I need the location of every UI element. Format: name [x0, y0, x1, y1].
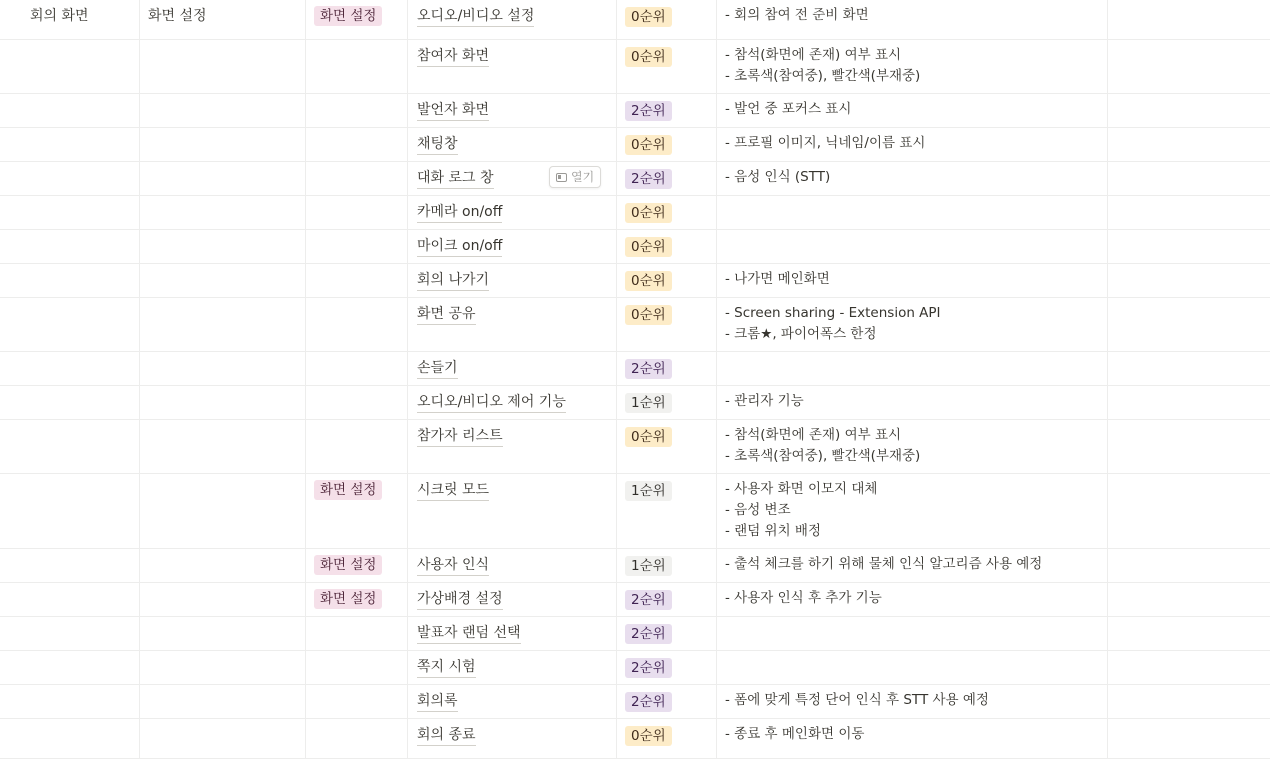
description-line: - 랜덤 위치 배정	[725, 523, 821, 539]
sub-category-cell[interactable]	[140, 40, 306, 93]
priority-badge: 2순위	[625, 658, 672, 678]
feature-title-link[interactable]: 대화 로그 창	[417, 168, 494, 189]
priority-badge: 1순위	[625, 481, 672, 501]
priority-cell[interactable]	[617, 230, 717, 263]
feature-title-link[interactable]: 카메라 on/off	[417, 202, 502, 223]
priority-cell[interactable]	[617, 162, 717, 195]
feature-title-cell[interactable]	[408, 420, 617, 473]
feature-title-cell[interactable]	[408, 128, 617, 161]
feature-title-cell[interactable]	[408, 352, 617, 385]
major-category-cell[interactable]	[0, 549, 140, 582]
description-text	[725, 554, 1042, 575]
extra-cell[interactable]	[1108, 128, 1270, 161]
sub-category-cell[interactable]	[140, 94, 306, 127]
feature-title-cell[interactable]	[408, 386, 617, 419]
feature-title-cell[interactable]	[408, 0, 617, 39]
screen-tag-cell[interactable]	[306, 685, 408, 718]
feature-title-cell[interactable]	[408, 719, 617, 758]
sub-category-cell[interactable]	[140, 474, 306, 548]
priority-badge: 0순위	[625, 726, 672, 746]
feature-title-link[interactable]: 손들기	[417, 358, 458, 379]
extra-cell[interactable]	[1108, 352, 1270, 385]
table-row	[0, 549, 1270, 583]
priority-badge: 0순위	[625, 7, 672, 27]
priority-cell[interactable]	[617, 352, 717, 385]
description-line: - 종료 후 메인화면 이동	[725, 726, 865, 742]
sub-category-text: 화면 설정	[148, 8, 207, 24]
description-text	[725, 269, 830, 290]
feature-title-link[interactable]: 회의 종료	[417, 725, 476, 746]
feature-title-cell[interactable]	[408, 264, 617, 297]
extra-cell[interactable]	[1108, 162, 1270, 195]
extra-cell[interactable]	[1108, 40, 1270, 93]
description-line: - 음성 변조	[725, 502, 791, 518]
table-row	[0, 0, 1270, 40]
extra-cell[interactable]	[1108, 94, 1270, 127]
priority-cell[interactable]	[617, 617, 717, 650]
feature-title-cell[interactable]	[408, 583, 617, 616]
screen-setting-tag: 화면 설정	[314, 480, 382, 500]
table-row	[0, 719, 1270, 759]
major-category-cell[interactable]	[0, 0, 140, 39]
sub-category-cell[interactable]	[140, 196, 306, 229]
major-category-text: 회의 화면	[30, 8, 89, 24]
table-row	[0, 162, 1270, 196]
major-category-cell[interactable]	[0, 583, 140, 616]
feature-title-cell[interactable]	[408, 196, 617, 229]
description-line: - 음성 인식 (STT)	[725, 169, 831, 185]
priority-badge: 0순위	[625, 271, 672, 291]
sub-category-cell[interactable]	[140, 162, 306, 195]
description-line: - 나가면 메인화면	[725, 271, 830, 287]
table-row	[0, 651, 1270, 685]
description-cell[interactable]	[717, 0, 1108, 39]
priority-cell[interactable]	[617, 719, 717, 758]
table-row	[0, 474, 1270, 549]
description-text	[725, 303, 941, 345]
screen-tag-cell[interactable]	[306, 386, 408, 419]
description-line: - 크롬★, 파이어폭스 한정	[725, 326, 877, 342]
description-text	[725, 99, 851, 120]
sub-category-cell[interactable]	[140, 617, 306, 650]
feature-title-link[interactable]: 회의록	[417, 691, 458, 712]
screen-tag-cell[interactable]	[306, 651, 408, 684]
major-category-cell[interactable]	[0, 40, 140, 93]
description-cell[interactable]	[717, 719, 1108, 758]
priority-badge: 0순위	[625, 135, 672, 155]
priority-cell[interactable]	[617, 0, 717, 39]
screen-tag-cell[interactable]	[306, 94, 408, 127]
priority-cell[interactable]	[617, 685, 717, 718]
priority-badge: 0순위	[625, 203, 672, 223]
priority-cell[interactable]	[617, 386, 717, 419]
description-cell[interactable]	[717, 298, 1108, 351]
feature-title-link[interactable]: 가상배경 설정	[417, 589, 503, 610]
feature-title-cell[interactable]	[408, 549, 617, 582]
sub-category-cell[interactable]	[140, 719, 306, 758]
feature-title-link[interactable]: 참가자 리스트	[417, 426, 503, 447]
description-cell[interactable]	[717, 386, 1108, 419]
extra-cell[interactable]	[1108, 0, 1270, 39]
feature-title-cell[interactable]	[408, 40, 617, 93]
priority-cell[interactable]	[617, 549, 717, 582]
description-line: - Screen sharing - Extension API	[725, 305, 941, 321]
sub-category-cell[interactable]	[140, 298, 306, 351]
priority-cell[interactable]	[617, 583, 717, 616]
description-text	[725, 690, 989, 711]
feature-title-link[interactable]: 쪽지 시험	[417, 657, 476, 678]
table-row	[0, 40, 1270, 94]
feature-title-cell[interactable]	[408, 298, 617, 351]
feature-title-link[interactable]: 화면 공유	[417, 304, 476, 325]
description-cell[interactable]	[717, 474, 1108, 548]
sub-category-cell[interactable]	[140, 128, 306, 161]
major-category-cell[interactable]	[0, 386, 140, 419]
priority-badge: 1순위	[625, 556, 672, 576]
major-category-cell[interactable]	[0, 128, 140, 161]
screen-tag-cell[interactable]	[306, 40, 408, 93]
major-category-cell[interactable]	[0, 685, 140, 718]
screen-tag-cell[interactable]	[306, 230, 408, 263]
extra-cell[interactable]	[1108, 386, 1270, 419]
description-cell[interactable]	[717, 162, 1108, 195]
extra-cell[interactable]	[1108, 420, 1270, 473]
description-cell[interactable]	[717, 128, 1108, 161]
description-text	[725, 479, 877, 542]
screen-setting-tag: 화면 설정	[314, 555, 382, 575]
description-cell[interactable]	[717, 651, 1108, 684]
description-line: - 발언 중 포커스 표시	[725, 101, 852, 117]
description-cell[interactable]	[717, 230, 1108, 263]
feature-title-link[interactable]: 발언자 화면	[417, 100, 489, 121]
feature-title-cell[interactable]	[408, 230, 617, 263]
sub-category-cell[interactable]	[140, 651, 306, 684]
major-category-cell[interactable]	[0, 230, 140, 263]
sub-category-cell[interactable]	[140, 352, 306, 385]
priority-cell[interactable]	[617, 264, 717, 297]
screen-setting-tag: 화면 설정	[314, 6, 382, 26]
description-cell[interactable]	[717, 352, 1108, 385]
screen-tag-cell[interactable]	[306, 264, 408, 297]
table-row	[0, 617, 1270, 651]
feature-title-link[interactable]: 오디오/비디오 제어 기능	[417, 392, 566, 413]
description-cell[interactable]	[717, 685, 1108, 718]
table-row	[0, 685, 1270, 719]
description-cell[interactable]	[717, 583, 1108, 616]
table-row	[0, 352, 1270, 386]
description-cell[interactable]	[717, 40, 1108, 93]
description-cell[interactable]	[717, 420, 1108, 473]
feature-title-cell[interactable]	[408, 94, 617, 127]
open-side-peek-button[interactable]	[549, 166, 601, 188]
major-category-cell[interactable]	[0, 264, 140, 297]
sub-category-cell[interactable]	[140, 685, 306, 718]
table-row	[0, 94, 1270, 128]
priority-badge: 2순위	[625, 359, 672, 379]
feature-title-link[interactable]: 참여자 화면	[417, 46, 489, 67]
description-line: - 사용자 화면 이모지 대체	[725, 481, 878, 497]
sub-category-cell[interactable]	[140, 549, 306, 582]
priority-badge: 0순위	[625, 237, 672, 257]
priority-badge: 2순위	[625, 692, 672, 712]
feature-title-link[interactable]: 채팅창	[417, 134, 458, 155]
description-text	[725, 45, 920, 87]
priority-cell[interactable]	[617, 298, 717, 351]
major-category-cell[interactable]	[0, 196, 140, 229]
priority-badge: 0순위	[625, 305, 672, 325]
major-category-cell[interactable]	[0, 298, 140, 351]
description-cell[interactable]	[717, 264, 1108, 297]
open-button-label: 열기	[571, 170, 595, 184]
major-category-cell[interactable]	[0, 617, 140, 650]
priority-badge: 0순위	[625, 47, 672, 67]
table-row	[0, 196, 1270, 230]
major-category-cell[interactable]	[0, 719, 140, 758]
major-category-cell[interactable]	[0, 474, 140, 548]
description-line: - 초록색(참여중), 빨간색(부재중)	[725, 448, 921, 464]
description-line: - 출석 체크를 하기 위해 물체 인식 알고리즘 사용 예정	[725, 556, 1043, 572]
feature-title-link[interactable]: 오디오/비디오 설정	[417, 6, 534, 27]
table-row	[0, 128, 1270, 162]
table-row	[0, 298, 1270, 352]
screen-tag-cell[interactable]	[306, 196, 408, 229]
description-line: - 프로필 이미지, 닉네임/이름 표시	[725, 135, 926, 151]
extra-cell[interactable]	[1108, 196, 1270, 229]
description-text	[725, 5, 869, 26]
feature-title-cell[interactable]	[408, 617, 617, 650]
priority-badge: 2순위	[625, 101, 672, 121]
description-line: - 참석(화면에 존재) 여부 표시	[725, 47, 902, 63]
screen-tag-cell[interactable]	[306, 719, 408, 758]
description-line: - 회의 참여 전 준비 화면	[725, 7, 869, 23]
major-category-cell[interactable]	[0, 651, 140, 684]
table-row	[0, 264, 1270, 298]
description-line: - 사용자 인식 후 추가 기능	[725, 590, 882, 606]
screen-setting-tag: 화면 설정	[314, 589, 382, 609]
extra-cell[interactable]	[1108, 651, 1270, 684]
description-text	[725, 391, 804, 412]
extra-cell[interactable]	[1108, 474, 1270, 548]
major-category-cell[interactable]	[0, 94, 140, 127]
description-line: - 참석(화면에 존재) 여부 표시	[725, 427, 902, 443]
description-text	[725, 588, 882, 609]
priority-badge: 2순위	[625, 624, 672, 644]
priority-badge: 2순위	[625, 169, 672, 189]
priority-badge: 0순위	[625, 427, 672, 447]
feature-title-link[interactable]: 시크릿 모드	[417, 480, 489, 501]
major-category-cell[interactable]	[0, 162, 140, 195]
feature-title-link[interactable]: 발표자 랜덤 선택	[417, 623, 521, 644]
description-line: - 초록색(참여중), 빨간색(부재중)	[725, 68, 921, 84]
extra-cell[interactable]	[1108, 549, 1270, 582]
side-peek-icon	[556, 173, 567, 182]
screen-tag-cell[interactable]	[306, 0, 408, 39]
priority-cell[interactable]	[617, 128, 717, 161]
extra-cell[interactable]	[1108, 617, 1270, 650]
feature-title-cell[interactable]	[408, 162, 617, 195]
priority-cell[interactable]	[617, 474, 717, 548]
screen-tag-cell[interactable]	[306, 128, 408, 161]
priority-cell[interactable]	[617, 651, 717, 684]
priority-badge: 1순위	[625, 393, 672, 413]
feature-title-cell[interactable]	[408, 651, 617, 684]
screen-tag-cell[interactable]	[306, 420, 408, 473]
screen-tag-cell[interactable]	[306, 549, 408, 582]
description-line: - 폼에 맞게 특정 단어 인식 후 STT 사용 예정	[725, 692, 989, 708]
extra-cell[interactable]	[1108, 583, 1270, 616]
table-row	[0, 230, 1270, 264]
feature-title-cell[interactable]	[408, 685, 617, 718]
priority-cell[interactable]	[617, 94, 717, 127]
table-row	[0, 386, 1270, 420]
sub-category-cell[interactable]	[140, 583, 306, 616]
description-cell[interactable]	[717, 549, 1108, 582]
sub-category-cell[interactable]	[140, 264, 306, 297]
sub-category-cell[interactable]	[140, 386, 306, 419]
description-cell[interactable]	[717, 196, 1108, 229]
extra-cell[interactable]	[1108, 230, 1270, 263]
description-cell[interactable]	[717, 617, 1108, 650]
sub-category-cell[interactable]	[140, 0, 306, 39]
feature-title-cell[interactable]	[408, 474, 617, 548]
description-cell[interactable]	[717, 94, 1108, 127]
extra-cell[interactable]	[1108, 719, 1270, 758]
extra-cell[interactable]	[1108, 685, 1270, 718]
extra-cell[interactable]	[1108, 298, 1270, 351]
screen-tag-cell[interactable]	[306, 352, 408, 385]
sub-category-cell[interactable]	[140, 420, 306, 473]
description-text	[725, 724, 864, 745]
description-text	[725, 167, 830, 188]
description-line: - 관리자 기능	[725, 393, 804, 409]
table-row	[0, 583, 1270, 617]
screen-tag-cell[interactable]	[306, 162, 408, 195]
feature-title-link[interactable]: 사용자 인식	[417, 555, 489, 576]
priority-badge: 2순위	[625, 590, 672, 610]
screen-tag-cell[interactable]	[306, 583, 408, 616]
description-text	[725, 425, 920, 467]
priority-cell[interactable]	[617, 40, 717, 93]
priority-cell[interactable]	[617, 420, 717, 473]
feature-title-link[interactable]: 회의 나가기	[417, 270, 489, 291]
extra-cell[interactable]	[1108, 264, 1270, 297]
major-category-cell[interactable]	[0, 420, 140, 473]
major-category-cell[interactable]	[0, 352, 140, 385]
screen-tag-cell[interactable]	[306, 474, 408, 548]
sub-category-cell[interactable]	[140, 230, 306, 263]
feature-title-link[interactable]: 마이크 on/off	[417, 236, 502, 257]
screen-tag-cell[interactable]	[306, 298, 408, 351]
table-row	[0, 420, 1270, 474]
priority-cell[interactable]	[617, 196, 717, 229]
description-text	[725, 133, 925, 154]
screen-tag-cell[interactable]	[306, 617, 408, 650]
